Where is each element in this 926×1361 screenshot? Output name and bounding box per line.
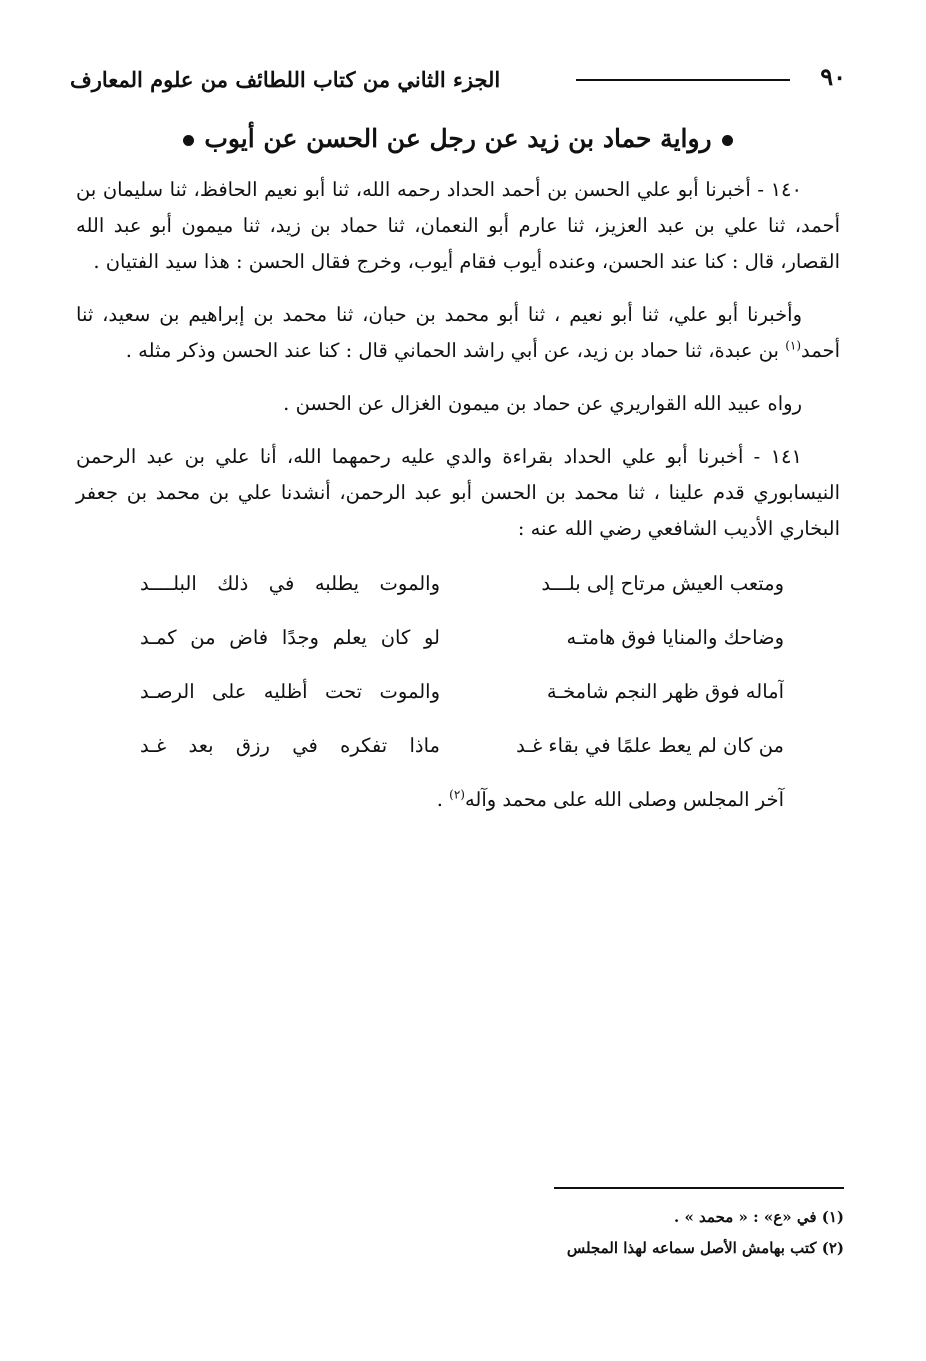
poem-verse xyxy=(140,672,784,726)
paragraph-alt-isnad xyxy=(76,297,840,369)
verse-first-hemistich: من كان لم يعط علمًا في بقاء غـد xyxy=(516,734,784,757)
paragraph-text: ١٤١ - أخبرنا أبو علي الحداد بقراءة والدي عليه رحمهما الله، أنا علي بن عبد الرحمن النيسابوري قدم علينا ، ثنا محمد بن الحسن أبو عبد الرحمن، أنشدنا علي بن محمد بن جعفر البخاري الأديب الشافعي رضي الله عنه : xyxy=(76,445,840,540)
closing-end: . xyxy=(436,788,450,811)
paragraph-text-part: وأخبرنا أبو علي، ثنا أبو نعيم ، ثنا أبو محمد بن حبان، ثنا محمد بن إبراهيم بن سعيد، ثنا أحمد xyxy=(76,303,840,362)
poem-verse xyxy=(140,618,784,672)
running-header xyxy=(70,62,846,102)
closing-line xyxy=(76,780,840,820)
closing-text: آخر المجلس وصلى الله على محمد وآله xyxy=(464,788,784,811)
book-title: الجزء الثاني من كتاب اللطائف من علوم المعارف xyxy=(70,67,501,92)
verse-second-hemistich: ماذا تفكره في رزق بعد غـد xyxy=(140,734,440,757)
body-text xyxy=(76,172,840,820)
section-heading xyxy=(70,124,846,153)
paragraph-text: ١٤٠ - أخبرنا أبو علي الحسن بن أحمد الحداد رحمه الله، ثنا أبو نعيم الحافظ، ثنا سليمان بن أحمد، ثنا علي بن عبد العزيز، ثنا عارم أبو النعمان، ثنا حماد بن زيد، ثنا ميمون أبو عبد الله القصار، قال : كنا عند الحسن، وعنده أيوب فقام أيوب، وخرج فقال الحسن : هذا سيد الفتيان . xyxy=(76,178,840,273)
verse-first-hemistich: ومتعب العيش مرتاح إلى بلـــد xyxy=(541,572,784,595)
paragraph-text: رواه عبيد الله القواريري عن حماد بن ميمون الغزال عن الحسن . xyxy=(283,392,802,415)
page-number: ٩٠ xyxy=(820,62,846,91)
footnote-marker: (٢) xyxy=(449,787,465,802)
footnote-1: (١) في «ع» : « محمد » . xyxy=(674,1208,844,1226)
paragraph-140 xyxy=(76,172,840,280)
poem-verse xyxy=(140,564,784,618)
footnote-marker: (١) xyxy=(785,338,802,353)
footnote-rule xyxy=(554,1187,844,1189)
bullet-icon xyxy=(183,135,194,146)
footnotes xyxy=(284,1202,844,1264)
paragraph-141 xyxy=(76,439,840,547)
paragraph-riwayah xyxy=(76,386,840,422)
verse-first-hemistich: وضاحك والمنايا فوق هامتـه xyxy=(566,626,784,649)
footnote-2: (٢) كتب بهامش الأصل سماعه لهذا المجلس xyxy=(566,1239,844,1257)
poem-verse xyxy=(140,726,784,780)
paragraph-text-part: بن عبدة، ثنا حماد بن زيد، عن أبي راشد الحماني قال : كنا عند الحسن وذكر مثله . xyxy=(125,339,786,362)
verse-second-hemistich: لو كان يعلم وجدًا فاض من كمـد xyxy=(140,626,440,649)
poem xyxy=(76,564,840,780)
verse-first-hemistich: آماله فوق ظهر النجم شامخـة xyxy=(546,680,784,703)
section-heading-text: رواية حماد بن زيد عن رجل عن الحسن عن أيوب xyxy=(204,124,712,153)
paragraph-text xyxy=(76,297,840,369)
verse-second-hemistich: والموت تحت أظليه على الرصـد xyxy=(140,680,440,703)
bullet-icon xyxy=(722,135,733,146)
header-rule xyxy=(576,79,790,81)
verse-second-hemistich: والموت يطلبه في ذلك البلــــد xyxy=(140,572,440,595)
